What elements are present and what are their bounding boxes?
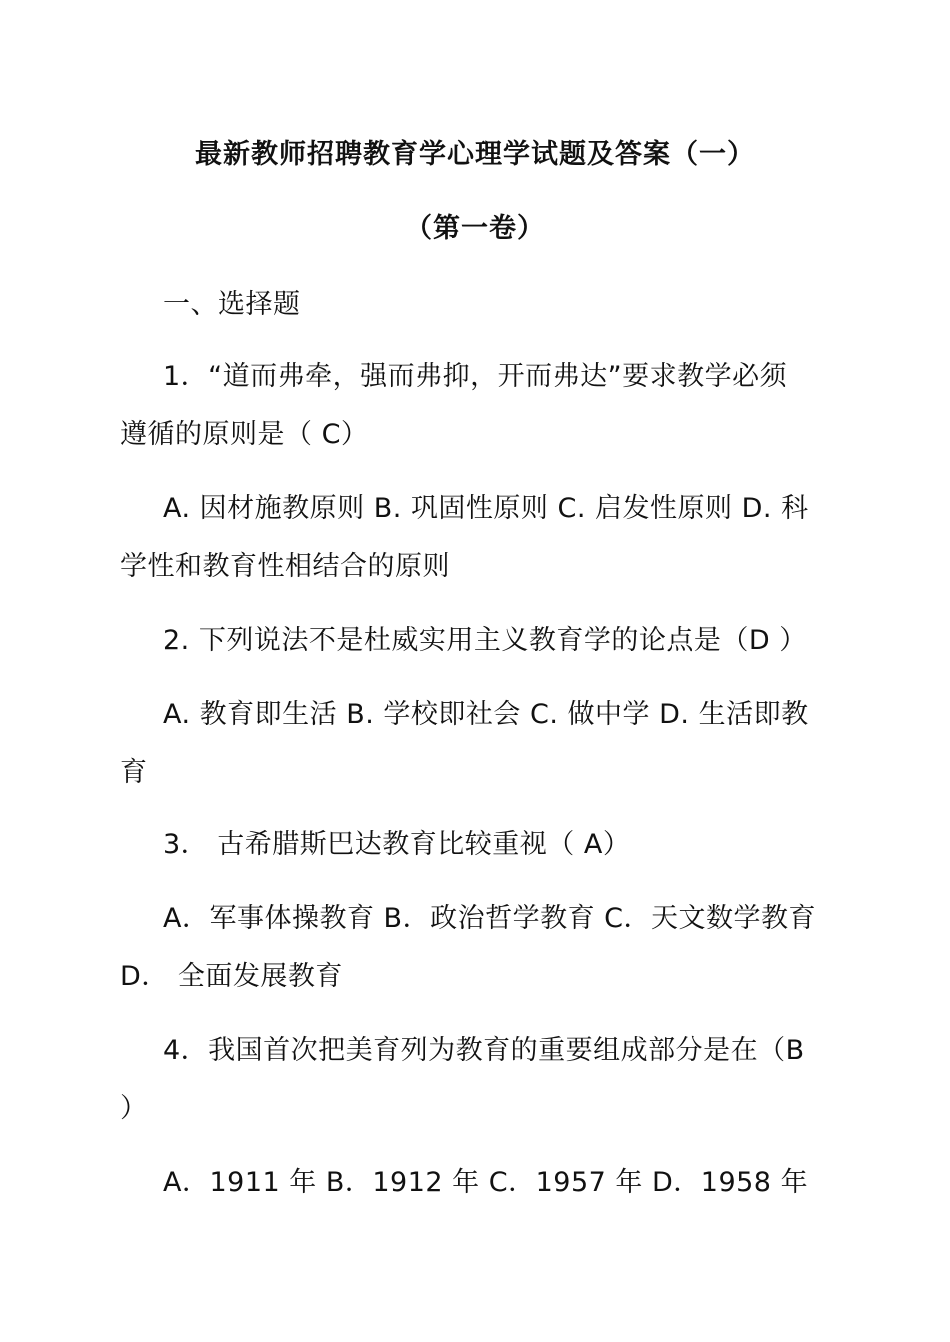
question-2-options-line-2: 育 — [120, 757, 148, 788]
question-2-stem-line-1: 2. 下列说法不是杜威实用主义教育学的论点是（D ） — [163, 625, 807, 656]
question-1-stem-line-1: 1．“道而弗牵，强而弗抑，开而弗达”要求教学必须 — [163, 361, 788, 392]
document-title: 最新教师招聘教育学心理学试题及答案（一） — [195, 139, 755, 170]
question-3-options-line-2: D． 全面发展教育 — [120, 961, 343, 992]
question-2-options-line-1: A. 教育即生活 B. 学校即社会 C. 做中学 D. 生活即教 — [163, 699, 809, 730]
question-4-stem-line-2: ） — [120, 1093, 148, 1124]
question-4-stem-line-1: 4．我国首次把美育列为教育的重要组成部分是在（B — [163, 1035, 805, 1066]
section-heading: 一、选择题 — [163, 289, 301, 320]
question-1-stem-line-2: 遵循的原则是（ C） — [120, 419, 369, 450]
document-subtitle: （第一卷） — [405, 213, 545, 244]
question-1-options-line-1: A. 因材施教原则 B. 巩固性原则 C. 启发性原则 D. 科 — [163, 493, 809, 524]
question-1-options-line-2: 学性和教育性相结合的原则 — [120, 551, 450, 582]
question-3-stem-line-1: 3． 古希腊斯巴达教育比较重视（ A） — [163, 829, 631, 860]
question-4-options-line-1: A．1911 年 B．1912 年 C．1957 年 D．1958 年 — [163, 1167, 809, 1198]
question-3-options-line-1: A．军事体操教育 B．政治哲学教育 C．天文数学教育 — [163, 903, 817, 934]
